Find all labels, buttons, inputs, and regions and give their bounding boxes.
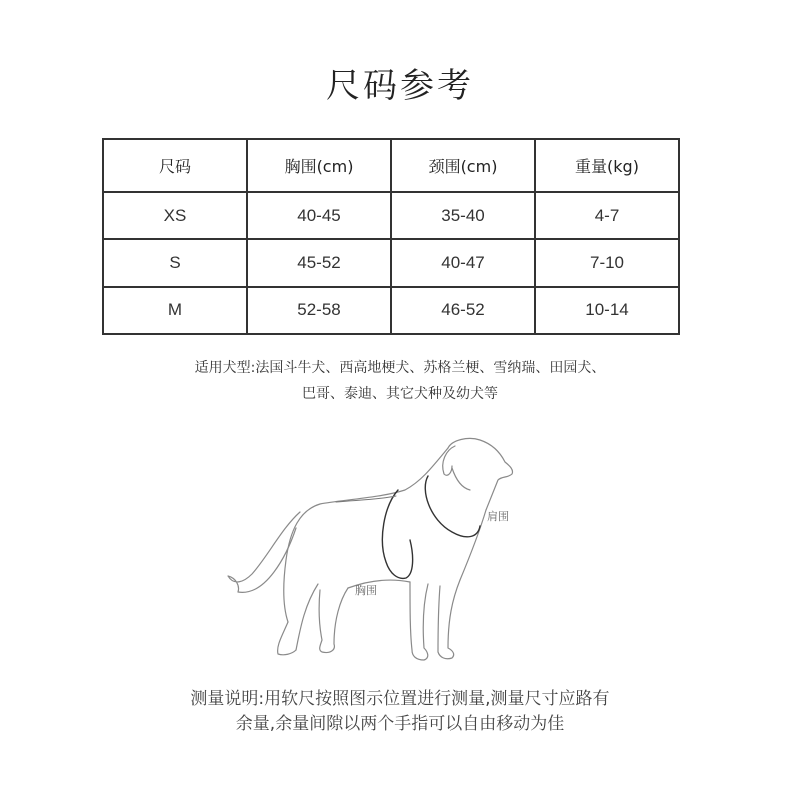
cell-neck: 40-47 bbox=[391, 239, 535, 286]
dog-front-leg-1 bbox=[410, 582, 428, 660]
cell-chest: 45-52 bbox=[247, 239, 391, 286]
header-chest: 胸围(cm) bbox=[247, 139, 391, 192]
cell-size: M bbox=[103, 287, 247, 334]
dog-hind-leg-inner bbox=[296, 584, 318, 650]
header-size: 尺码 bbox=[103, 139, 247, 192]
table-row bbox=[103, 192, 679, 239]
cell-neck: 35-40 bbox=[391, 192, 535, 239]
table-row bbox=[103, 287, 679, 334]
cell-chest: 52-58 bbox=[247, 287, 391, 334]
breeds-note-line2: 巴哥、泰迪、其它犬种及幼犬等 bbox=[302, 386, 498, 402]
header-neck: 颈围(cm) bbox=[391, 139, 535, 192]
dog-head bbox=[448, 438, 513, 510]
header-weight: 重量(kg) bbox=[535, 139, 679, 192]
dog-outline-icon bbox=[215, 430, 545, 670]
dog-chest-front bbox=[460, 510, 486, 580]
measure-note-line1: 测量说明:用软尺按照图示位置进行测量,测量尺寸应路有 bbox=[190, 689, 610, 709]
dog-front-leg-2 bbox=[438, 580, 460, 659]
size-table bbox=[102, 138, 680, 335]
measure-note-line2: 余量,余量间隙以两个手指可以自由移动为佳 bbox=[235, 714, 565, 734]
cell-weight: 10-14 bbox=[535, 287, 679, 334]
dog-tail bbox=[228, 512, 300, 592]
table-header-row bbox=[103, 139, 679, 192]
page-title: 尺码参考 bbox=[326, 66, 474, 106]
neck-measure-ring bbox=[425, 476, 480, 537]
shoulder-label: 肩围 bbox=[487, 510, 509, 523]
table-row bbox=[103, 239, 679, 286]
chest-label: 胸围 bbox=[355, 584, 377, 597]
breeds-note-line1: 适用犬型:法国斗牛犬、西高地梗犬、苏格兰梗、雪纳瑞、田园犬、 bbox=[194, 360, 606, 376]
cell-size: S bbox=[103, 239, 247, 286]
cell-chest: 40-45 bbox=[247, 192, 391, 239]
cell-weight: 4-7 bbox=[535, 192, 679, 239]
dog-hind-leg-back bbox=[278, 622, 296, 655]
cell-size: XS bbox=[103, 192, 247, 239]
cell-weight: 7-10 bbox=[535, 239, 679, 286]
dog-face bbox=[452, 468, 470, 490]
cell-neck: 46-52 bbox=[391, 287, 535, 334]
dog-hind-leg-front bbox=[319, 588, 348, 653]
chest-measure-strap bbox=[382, 490, 412, 578]
chest-measure-line bbox=[336, 496, 396, 502]
